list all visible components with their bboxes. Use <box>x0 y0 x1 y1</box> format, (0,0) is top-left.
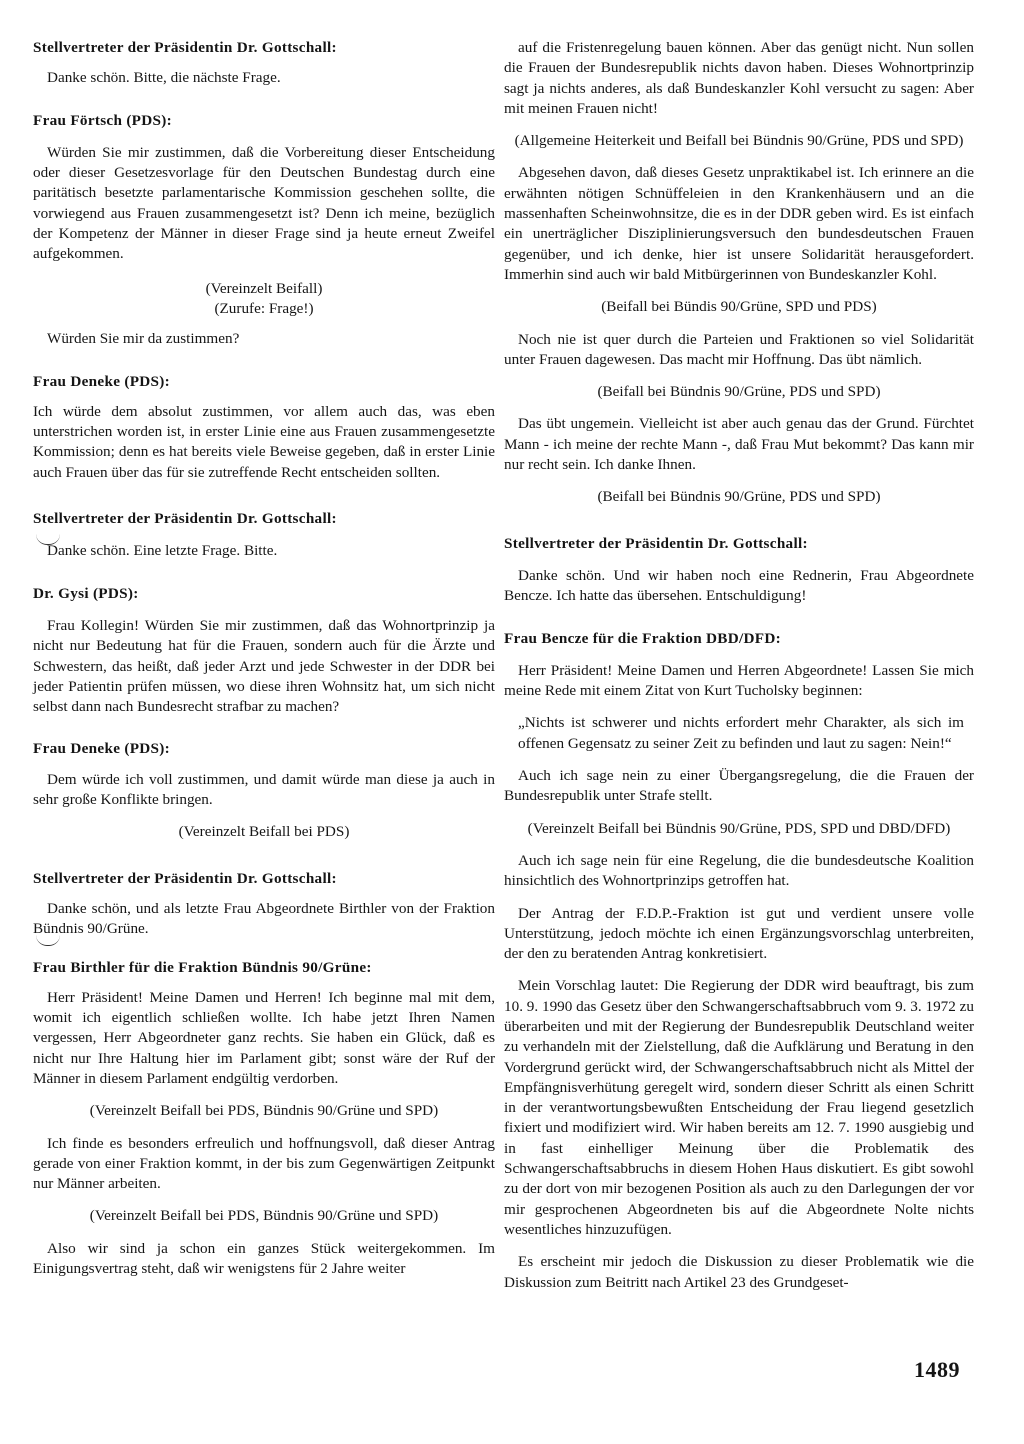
speaker-heading: Stellvertreter der Präsidentin Dr. Gottschall: <box>33 869 337 887</box>
speaker-heading: Frau Bencze für die Fraktion DBD/DFD: <box>504 629 781 647</box>
speaker-heading: Stellvertreter der Präsidentin Dr. Gottschall: <box>504 534 808 552</box>
paragraph: Also wir sind ja schon ein ganzes Stück weitergekommen. Im Einigungsvertrag steht, daß wir wenigstens für 2 Jahre weiter <box>33 1239 495 1278</box>
reaction: (Beifall bei Bündis 90/Grüne, SPD und PDS) <box>601 298 877 316</box>
paragraph: Danke schön. Eine letzte Frage. Bitte. <box>47 542 278 560</box>
speaker-heading: Frau Deneke (PDS): <box>33 740 171 758</box>
paragraph: Das übt ungemein. Vielleicht ist aber auch genau das der Grund. Fürchtet Mann - ich meine der rechte Mann -, daß Frau Mut bekommt? Das kann mir nur recht sein. Ich danke Ihnen. <box>504 415 974 474</box>
reaction: (Allgemeine Heiterkeit und Beifall bei Bündnis 90/Grüne, PDS und SPD) <box>514 132 964 150</box>
paragraph: Noch nie ist quer durch die Parteien und Fraktionen so viel Solidarität unter Frauen dagewesen. Das macht mir Hoffnung. Das übt nämlich. <box>504 330 974 368</box>
speaker-heading: Frau Birthler für die Fraktion Bündnis 90/Grüne: <box>33 958 372 976</box>
quotation: „Nichts ist schwerer und nichts erfordert mehr Charakter, als sich im offenen Gegensatz zu seiner Zeit zu befinden und laut zu sagen: Nein!“ <box>518 714 964 752</box>
reaction: (Vereinzelt Beifall) <box>205 279 323 297</box>
paragraph: Danke schön, und als letzte Frau Abgeordnete Birthler von der Fraktion Bündnis 90/Grüne. <box>33 899 495 938</box>
paragraph: Ich finde es besonders erfreulich und hoffnungsvoll, daß dieser Antrag gerade von einer Fraktion kommt, in der bis zum Gegenwärtigen Zeitpunkt nur Männer arbeiten. <box>33 1134 495 1193</box>
paragraph: Dem würde ich voll zustimmen, und damit würde man diese ja auch in sehr große Konflikte bringen. <box>33 770 495 809</box>
paragraph: Auch ich sage nein für eine Regelung, die die bundesdeutsche Koalition hinsichtlich des Wohnortprinzips getroffen hat. <box>504 851 974 890</box>
reaction: (Zurufe: Frage!) <box>214 299 314 317</box>
paragraph: Ich würde dem absolut zustimmen, vor allem auch das, was eben unterstrichen worden ist, in erster Linie eine aus Frauen zusammengesetzte Kommission; denn es hat bereits viele Beweise gegeben, daß in erster Linie auch Frauen über das für sie zutreffende Recht entscheiden sollten. <box>33 402 495 481</box>
reaction: (Vereinzelt Beifall bei PDS, Bündnis 90/Grüne und SPD) <box>89 1102 439 1120</box>
speaker-heading: Dr. Gysi (PDS): <box>33 584 139 602</box>
paragraph: Auch ich sage nein zu einer Übergangsregelung, die die Frauen der Bundesrepublik unter Strafe stellt. <box>504 767 974 805</box>
paragraph: Herr Präsident! Meine Damen und Herren Abgeordnete! Lassen Sie mich meine Rede mit einem Zitat von Kurt Tucholsky beginnen: <box>504 661 974 700</box>
paragraph: Es erscheint mir jedoch die Diskussion zu dieser Problematik wie die Diskussion zum Beitritt nach Artikel 23 des Grundgeset- <box>504 1253 974 1291</box>
reaction: (Vereinzelt Beifall bei PDS) <box>178 823 350 841</box>
paragraph: Der Antrag der F.D.P.-Fraktion ist gut und verdient unsere volle Unterstützung, jedoch möchte ich einen Ergänzungsvorschlag unterbreiten, der den zu beratenden Antrag konkretisiert. <box>504 904 974 963</box>
paragraph: Mein Vorschlag lautet: Die Regierung der DDR wird beauftragt, bis zum 10. 9. 1990 das Gesetz über den Schwangerschaftsabbruch vom 9. 3. 1972 zu überarbeiten und mit der Regierung der Bundesrepublik Deutschland weiter zu verhandeln mit der Zielstellung, daß die Aufklärung und Beratung in den Vordergrund gerückt wird, der Schwangerschaftsabbruch nicht als Mittel der Empfängnisverhütung geregelt wird, sondern dieser Schritt als einen Schritt in der verantwortungsbewußten Entscheidung der Frau liegend gesetzlich fixiert und modifiziert wird. Wir haben bereits am 12. 7. 1990 ausgiebig und in fast einhelliger Meinung über die Problematik des Schwangerschaftsabbruchs in diesem Hohen Haus diskutiert. Es gibt sowohl zu der dort von mir bezogenen Position als auch zu den Darlegungen der vor mir gesprochenen Abgeordneten bis auf die Abgeordnete Nolte nichts wesentliches hinzuzufügen. <box>504 977 974 1238</box>
paragraph: Danke schön. Bitte, die nächste Frage. <box>47 69 281 87</box>
paragraph: auf die Fristenregelung bauen können. Aber das genügt nicht. Nun sollen die Frauen der Bundesrepublik nichts davon haben. Dieses Wohnortprinzip sagt ja nichts anderes, als daß Bundeskanzler Kohl versucht zu sagen: Aber mit meinen Frauen nicht! <box>504 39 974 117</box>
paragraph: Frau Kollegin! Würden Sie mir zustimmen, daß das Wohnortprinzip ja nicht nur Bedeutung hat für die Frauen, sondern auch für die Ärzte und Schwestern, das heißt, daß jeder Arzt und jede Schwester in der DDR bei jeder Patientin prüfen müssen, wo diese ihren Wohnsitz hat, um sich nicht selbst dann nach Bundesrecht strafbar zu machen? <box>33 616 495 716</box>
reaction: (Vereinzelt Beifall bei Bündnis 90/Grüne, PDS, SPD und DBD/DFD) <box>527 819 951 837</box>
reaction: (Beifall bei Bündnis 90/Grüne, PDS und SPD) <box>597 488 881 506</box>
reaction: (Vereinzelt Beifall bei PDS, Bündnis 90/Grüne und SPD) <box>89 1207 439 1225</box>
paragraph: Würden Sie mir zustimmen, daß die Vorbereitung dieser Entscheidung oder dieser Gesetzesvorlage für den Deutschen Bundestag durch eine paritätisch besetzte parlamentarische Kommission geschehen sollte, die vorwiegend aus Frauen zusammengesetzt ist? Denn ich meine, bezüglich der Kompetenz der Männer in dieser Frage sind ja heute erneut Zweifel aufgekommen. <box>33 143 495 263</box>
left-column <box>33 38 495 1279</box>
paragraph: Danke schön. Und wir haben noch eine Rednerin, Frau Abgeordnete Bencze. Ich hatte das übersehen. Entschuldigung! <box>504 566 974 605</box>
speaker-heading: Frau Deneke (PDS): <box>33 372 171 390</box>
paragraph: Herr Präsident! Meine Damen und Herren! Ich beginne mal mit dem, womit ich eigentlich schließen wollte. Ich habe jetzt Ihren Namen vergessen, Herr Abgeordneter ganz rechts. Sie haben ein Glück, daß es nicht nur Ihre Haltung hier im Parlament gibt; sonst wäre der Ruf der Männer in diesem Parlament endgültig verdorben. <box>33 988 495 1087</box>
page-number: 1489 <box>914 1357 960 1382</box>
paragraph: Abgesehen davon, daß dieses Gesetz unpraktikabel ist. Ich erinnere an die erwähnten nötigen Schnüffeleien in den Krankenhäusern und an die massenhaften Scheinwohnsitze, die es in der DDR geben wird. Es ist einfach ein unerträglicher Disziplinierungsversuch den bundesdeutschen Frauen gegenüber, und ich denke, hier ist unsere Solidarität herausgefordert. Immerhin sind auch wir bald Mitbürgerinnen von Bundeskanzler Kohl. <box>504 164 974 283</box>
speaker-heading: Frau Förtsch (PDS): <box>33 111 172 129</box>
reaction: (Beifall bei Bündnis 90/Grüne, PDS und SPD) <box>597 383 881 401</box>
speaker-heading: Stellvertreter der Präsidentin Dr. Gottschall: <box>33 510 337 528</box>
speaker-heading: Stellvertreter der Präsidentin Dr. Gottschall: <box>33 39 337 56</box>
right-column <box>504 38 974 1293</box>
paragraph: Würden Sie mir da zustimmen? <box>47 330 240 348</box>
